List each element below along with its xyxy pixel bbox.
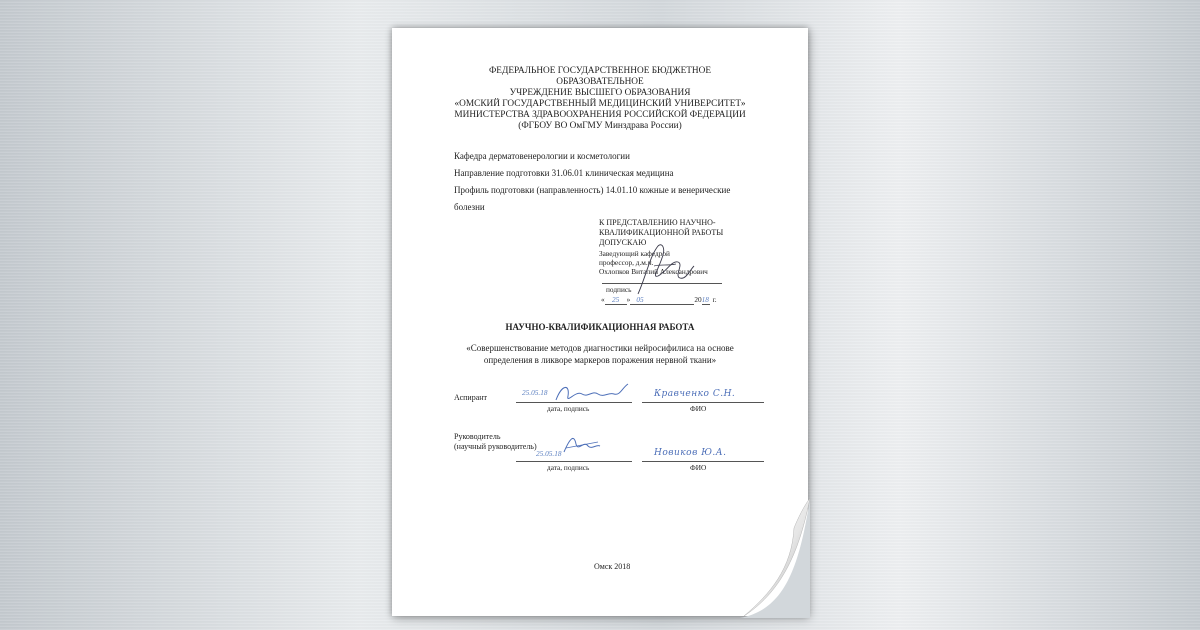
aspirant-fio-handwritten: Кравченко С.Н. bbox=[654, 389, 736, 399]
header-line-4: «ОМСКИЙ ГОСУДАРСТВЕННЫЙ МЕДИЦИНСКИЙ УНИВЕРСИТЕТ» bbox=[454, 99, 746, 109]
supervisor-fio-handwritten: Новиков Ю.А. bbox=[654, 448, 727, 458]
work-topic-line-1: «Совершенствование методов диагностики нейросифилиса на основе bbox=[466, 343, 734, 353]
supervisor-sign-line bbox=[516, 461, 632, 462]
approval-date-day: 25 bbox=[605, 295, 627, 305]
work-topic-line-2: определения в ликворе маркеров поражения нервной ткани» bbox=[483, 355, 717, 365]
supervisor-date: 25.05.18 bbox=[536, 449, 562, 458]
aspirant-fio-line bbox=[642, 402, 764, 403]
approval-line-5: профессор, д.м.н. bbox=[599, 258, 654, 267]
supervisor-label-1: Руководитель bbox=[454, 432, 501, 441]
profile-line-2: болезни bbox=[454, 202, 485, 212]
supervisor-fio-line bbox=[642, 461, 764, 462]
aspirant-date: 25.05.18 bbox=[522, 388, 548, 397]
page-curl-decoration bbox=[740, 498, 810, 618]
direction-line: Направление подготовки 31.06.01 клиническая медицина bbox=[454, 168, 674, 178]
approval-date: « 25 » 05 2018 г. bbox=[601, 295, 717, 304]
head-signature-image bbox=[628, 236, 698, 301]
header-line-5: МИНИСТЕРСТВА ЗДРАВООХРАНЕНИЯ РОССИЙСКОЙ ФЕДЕРАЦИИ bbox=[454, 110, 746, 120]
city-year: Омск 2018 bbox=[594, 562, 631, 571]
approval-line-3: ДОПУСКАЮ bbox=[599, 238, 647, 247]
department-line: Кафедра дерматовенерологии и косметологии bbox=[454, 151, 630, 161]
aspirant-date-sign-caption: дата, подпись bbox=[547, 404, 590, 413]
document-page bbox=[392, 28, 808, 616]
aspirant-label: Аспирант bbox=[454, 393, 488, 402]
work-title: НАУЧНО-КВАЛИФИКАЦИОННАЯ РАБОТА bbox=[505, 322, 695, 332]
supervisor-date-sign-caption: дата, подпись bbox=[547, 463, 590, 472]
approval-line-2: КВАЛИФИКАЦИОННОЙ РАБОТЫ bbox=[599, 228, 724, 237]
supervisor-label-2: (научный руководитель) bbox=[454, 442, 537, 451]
header-line-2: ОБРАЗОВАТЕЛЬНОЕ bbox=[556, 77, 644, 87]
header-line-1: ФЕДЕРАЛЬНОЕ ГОСУДАРСТВЕННОЕ БЮДЖЕТНОЕ bbox=[488, 66, 712, 76]
aspirant-fio-caption: ФИО bbox=[690, 404, 707, 413]
approval-sign-caption: подпись bbox=[606, 285, 632, 294]
header-line-3: УЧРЕЖДЕНИЕ ВЫСШЕГО ОБРАЗОВАНИЯ bbox=[509, 88, 691, 98]
supervisor-fio-caption: ФИО bbox=[690, 463, 707, 472]
approval-line-6: Охлопков Виталий Александрович bbox=[599, 267, 708, 276]
supervisor-signature-image bbox=[560, 432, 604, 458]
approval-line-4: Заведующий кафедрой bbox=[599, 249, 670, 258]
approval-line-1: К ПРЕДСТАВЛЕНИЮ НАУЧНО- bbox=[599, 218, 716, 227]
approval-date-month: 05 bbox=[630, 295, 694, 305]
profile-line-1: Профиль подготовки (направленность) 14.01.10 кожные и венерические bbox=[454, 185, 731, 195]
header-line-6: (ФГБОУ ВО ОмГМУ Минздрава России) bbox=[518, 121, 682, 131]
approval-date-year: 18 bbox=[701, 295, 709, 304]
